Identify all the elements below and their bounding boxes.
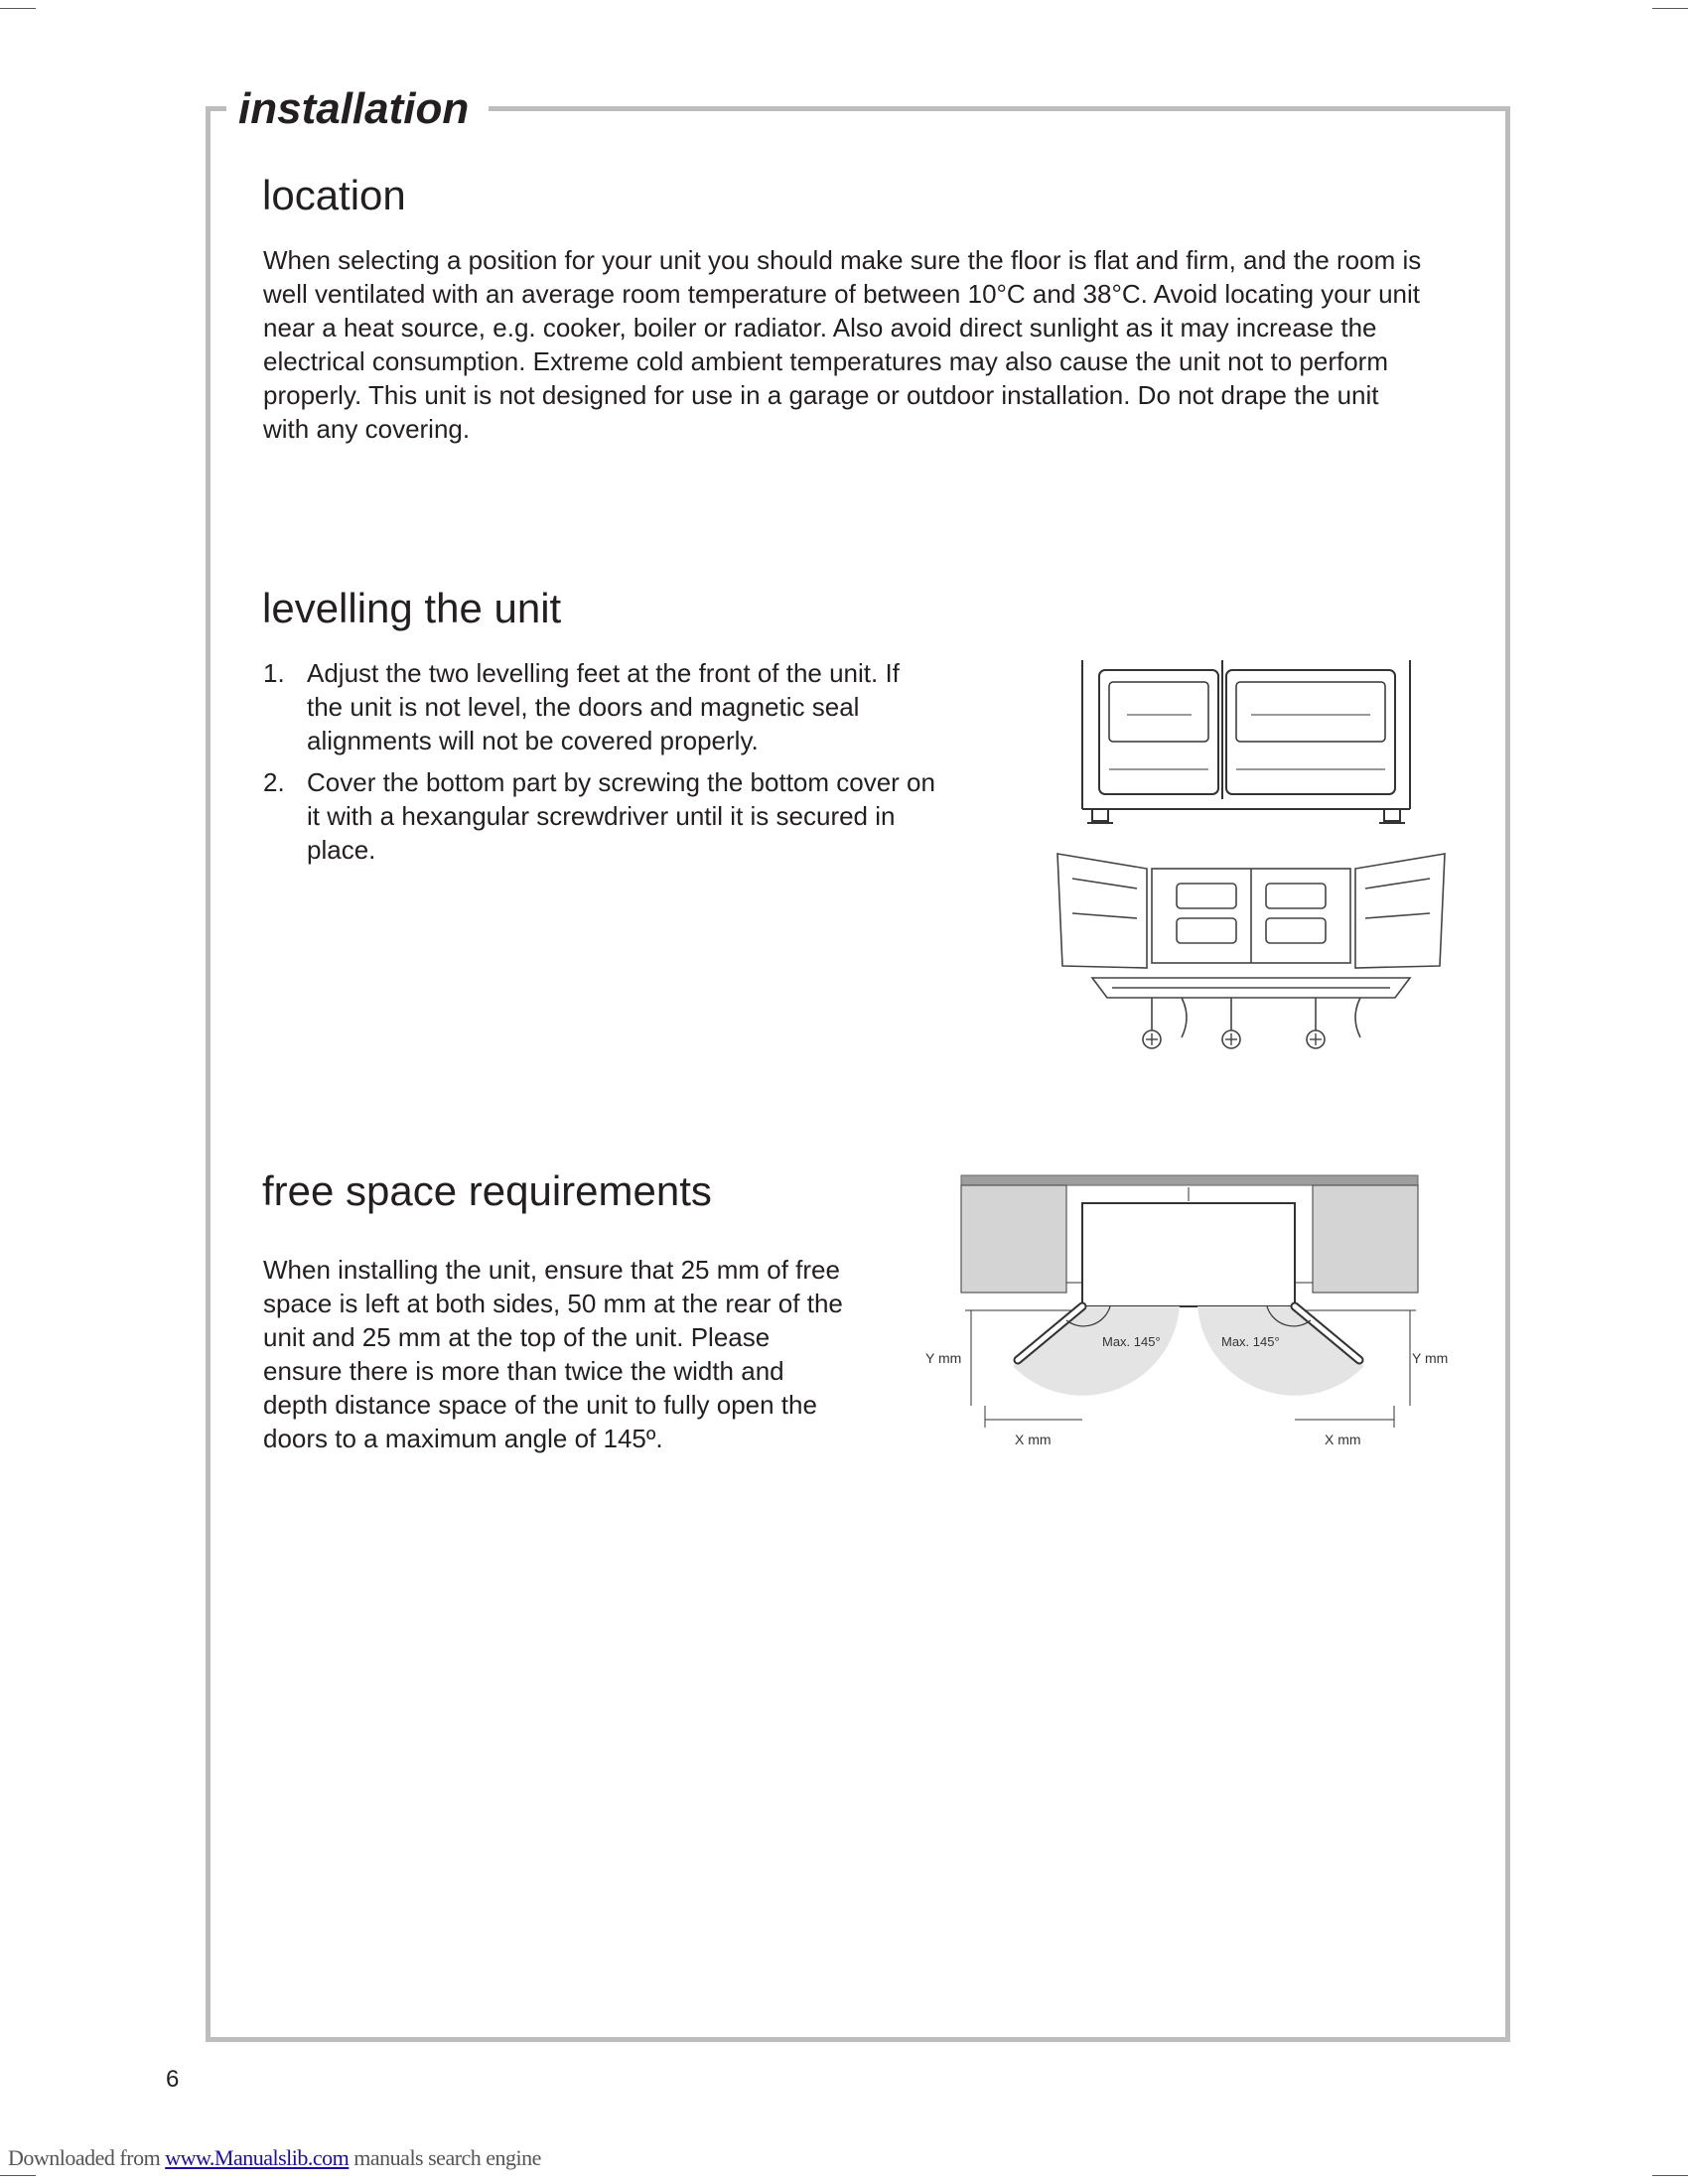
location-body: When selecting a position for your unit you should make sure the floor is flat and firm, and the room is well ventilated with an average room temperature of between 10°C and 38°C. Avoid locating your unit near a heat source, e.g. cooker, boiler or radiator. Also avoid direct sunlight as it may increase the electrical consumption. Extreme cold ambient temperatures may also cause the unit not to perform properly. This unit is not designed for use in a garage or outdoor installation. Do not drape the unit with any covering. [263, 245, 1422, 444]
footer-suffix: manuals search engine [349, 2145, 541, 2170]
page-title: installation [226, 79, 489, 139]
angle-label-right: Max. 145° [1221, 1334, 1280, 1349]
crop-mark [0, 8, 36, 9]
step-number: 1. [263, 658, 285, 688]
footer-prefix: Downloaded from [8, 2145, 166, 2170]
step-text: Adjust the two levelling feet at the front of the unit. If the unit is not level, the doors and magnetic seal alignments will not be covered properly. [307, 658, 900, 755]
step-number: 2. [263, 767, 285, 797]
free-space-diagram [923, 1171, 1460, 1459]
x-dimension-left: X mm [1015, 1432, 1052, 1447]
levelling-feet-illustration [1077, 660, 1415, 829]
levelling-steps [263, 656, 938, 875]
x-dimension-right: X mm [1325, 1432, 1361, 1447]
location-heading: location [262, 172, 406, 218]
crop-mark [0, 2175, 36, 2176]
free-space-body: When installing the unit, ensure that 25 mm of free space is left at both sides, 50 mm at the rear of the unit and 25 mm at the top of the unit. Please ensure there is more than twice the width and depth distance space of the unit to fully open the doors to a maximum angle of 145º. [263, 1255, 843, 1453]
crop-mark [1652, 2175, 1688, 2176]
y-dimension-left: Y mm [925, 1350, 962, 1366]
manualslib-link[interactable]: www.Manualslib.com [165, 2145, 350, 2170]
list-item [263, 765, 938, 867]
page-number: 6 [166, 2066, 180, 2093]
free-space-heading: free space requirements [262, 1167, 712, 1214]
levelling-heading: levelling the unit [262, 585, 562, 631]
crop-mark [1652, 8, 1688, 9]
bottom-cover-illustration [1053, 849, 1450, 1052]
list-item [263, 656, 938, 757]
step-text: Cover the bottom part by screwing the bottom cover on it with a hexangular screwdriver until it is secured in place. [307, 767, 935, 865]
angle-label-left: Max. 145° [1102, 1334, 1161, 1349]
download-footer [8, 2144, 541, 2172]
y-dimension-right: Y mm [1412, 1350, 1449, 1366]
